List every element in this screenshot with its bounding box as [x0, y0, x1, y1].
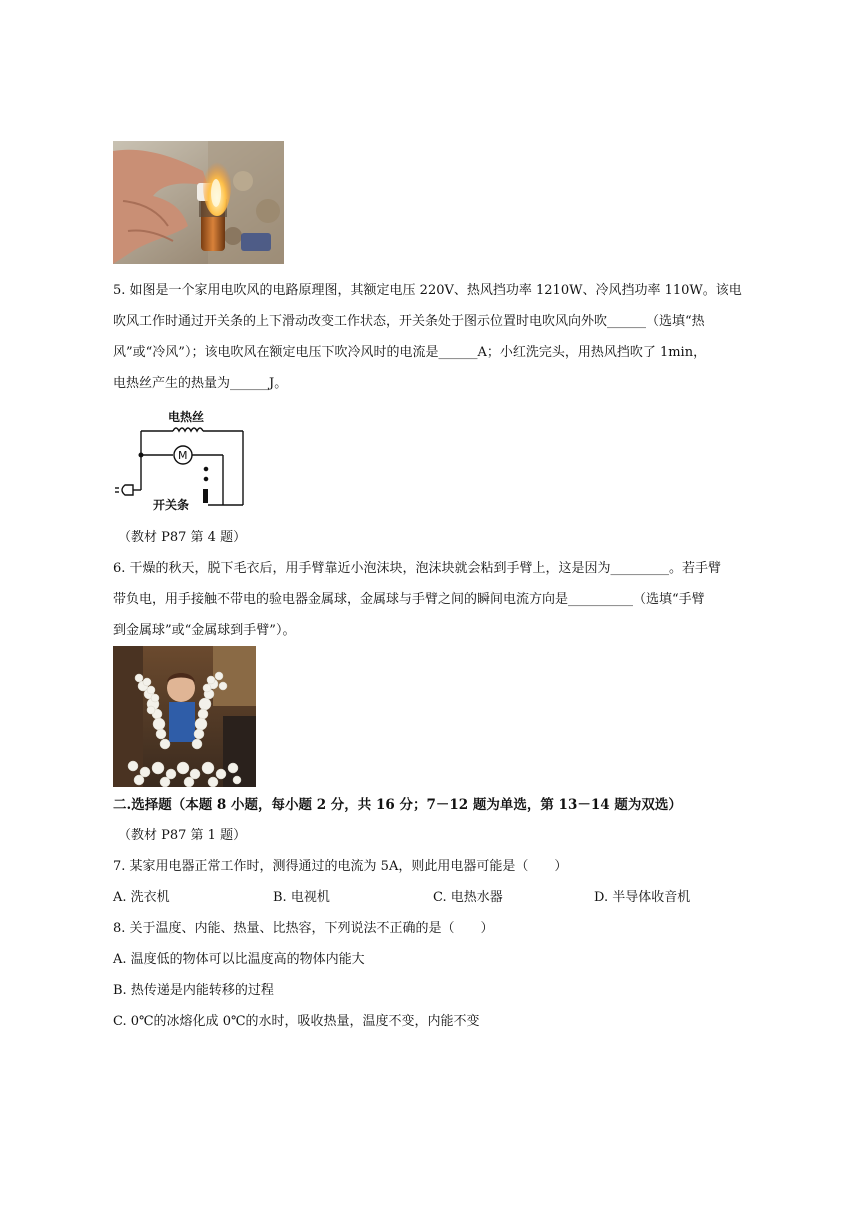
q6-text-line3: 到金属球”或“金属球到手臂”）。 — [113, 623, 296, 638]
section2-heading: 二.选择题（本题 8 小题，每小题 2 分，共 16 分；7－12 题为单选，第 13－14 题为双选） — [113, 797, 682, 813]
q8-option-a: A. 温度低的物体可以比温度高的物体内能大 — [113, 952, 365, 967]
circuit-switch-label: 开关条 — [153, 498, 190, 512]
q7-option-d: D. 半导体收音机 — [594, 890, 691, 905]
q8-option-c: C. 0℃的冰熔化成 0℃的水时，吸收热量，温度不变，内能不变 — [113, 1014, 480, 1029]
q5-text-line1: 5. 如图是一个家用电吹风的电路原理图，其额定电压 220V、热风挡功率 1210W、冷风挡功率 110W。该电 — [113, 283, 742, 298]
q7-option-c: C. 电热水器 — [433, 890, 503, 905]
q5-text-line2: 吹风工作时通过开关条的上下滑动改变工作状态，开关条处于图示位置时电吹风向外吹______（选填“热 — [113, 314, 705, 329]
q7-stem: 7. 某家用电器正常工作时，测得通过的电流为 5A，则此用电器可能是（ ） — [113, 859, 568, 874]
battery-foil-fire-photo — [113, 141, 284, 264]
q6-text-line1: 6. 干燥的秋天，脱下毛衣后，用手臂靠近小泡沫块，泡沫块就会粘到手臂上，这是因为_________。若手臂 — [113, 561, 722, 576]
circuit-motor-label: M — [178, 449, 188, 462]
circuit-heater-label: 电热丝 — [168, 410, 205, 424]
q8-option-b: B. 热传递是内能转移的过程 — [113, 983, 274, 998]
q7-option-b: B. 电视机 — [273, 890, 330, 905]
q5-source-note: （教材 P87 第 4 题） — [118, 530, 247, 545]
section2-source-note: （教材 P87 第 1 题） — [118, 828, 247, 843]
hair-dryer-circuit-diagram — [113, 405, 253, 515]
q7-option-a: A. 洗衣机 — [113, 890, 170, 905]
q8-stem: 8. 关于温度、内能、热量、比热容，下列说法不正确的是（ ） — [113, 921, 494, 936]
q6-text-line2: 带负电，用手接触不带电的验电器金属球，金属球与手臂之间的瞬间电流方向是__________（选填“手臂 — [113, 592, 705, 607]
q5-text-line3: 风”或“冷风”）；该电吹风在额定电压下吹冷风时的电流是______A；小红洗完头，用热风挡吹了 1min， — [113, 345, 707, 360]
static-foam-arms-photo — [113, 646, 256, 787]
q5-text-line4: 电热丝产生的热量为______J。 — [113, 376, 288, 391]
heater-coil-icon — [173, 428, 203, 431]
